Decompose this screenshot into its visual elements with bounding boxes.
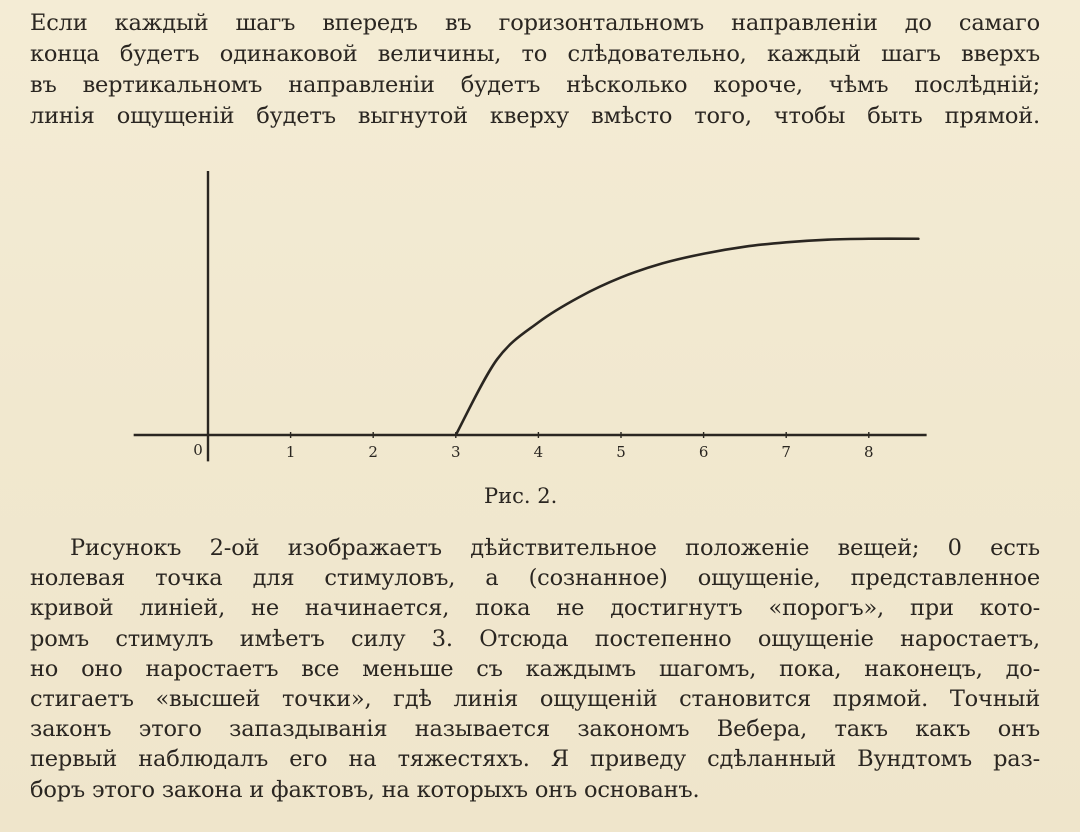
x-tick-label: 7 <box>781 443 791 461</box>
text-line: конца будетъ одинаковой величины, то слѣдовательно, каждый шагъ вверхъ <box>30 41 1040 67</box>
origin-label: 0 <box>193 441 203 459</box>
x-tick-label: 2 <box>368 443 378 461</box>
paragraph-bottom <box>30 533 1040 805</box>
text-line: но оно наростаетъ все меньше съ каждымъ шагомъ, пока, наконецъ, до- <box>30 655 1040 682</box>
sensation-curve <box>456 239 919 435</box>
figure-caption: Рис. 2. <box>484 484 558 508</box>
x-tick-label: 6 <box>698 443 709 461</box>
text-line: въ вертикальномъ направленіи будетъ нѣсколько короче, чѣмъ послѣдній; <box>30 72 1040 98</box>
text-line: нолевая точка для стимуловъ, а (сознанное) ощущеніе, представленное <box>30 565 1040 592</box>
text-line: первый наблюдалъ его на тяжестяхъ. Я приведу сдѣланный Вундтомъ раз- <box>30 746 1040 773</box>
text-line: стигаетъ «высшей точки», гдѣ линія ощущеній становится прямой. Точный <box>30 685 1040 712</box>
text-line: законъ этого запаздыванія называется закономъ Вебера, такъ какъ онъ <box>30 716 1040 743</box>
text-line: линія ощущеній будетъ выгнутой кверху вмѣсто того, чтобы быть прямой. <box>30 103 1040 129</box>
text-line: кривой линіей, не начинается, пока не достигнутъ «порогъ», при кото- <box>30 595 1040 622</box>
x-tick-label: 5 <box>616 443 626 461</box>
x-tick-label: 4 <box>533 443 544 461</box>
text-line: Рисунокъ 2-ой изображаетъ дѣйствительное положеніе вещей; 0 есть <box>70 535 1040 561</box>
text-line: боръ этого закона и фактовъ, на которыхъ онъ основанъ. <box>30 776 700 803</box>
x-tick-label: 8 <box>864 443 874 461</box>
paragraph-top <box>30 8 1040 132</box>
x-tick-label: 1 <box>285 443 296 461</box>
x-tick-label: 3 <box>451 443 461 461</box>
text-line: Если каждый шагъ впередъ въ горизонтальномъ направленіи до самаго <box>30 10 1040 36</box>
text-line: ромъ стимулъ имѣетъ силу 3. Отсюда постепенно ощущеніе наростаетъ, <box>30 625 1040 652</box>
